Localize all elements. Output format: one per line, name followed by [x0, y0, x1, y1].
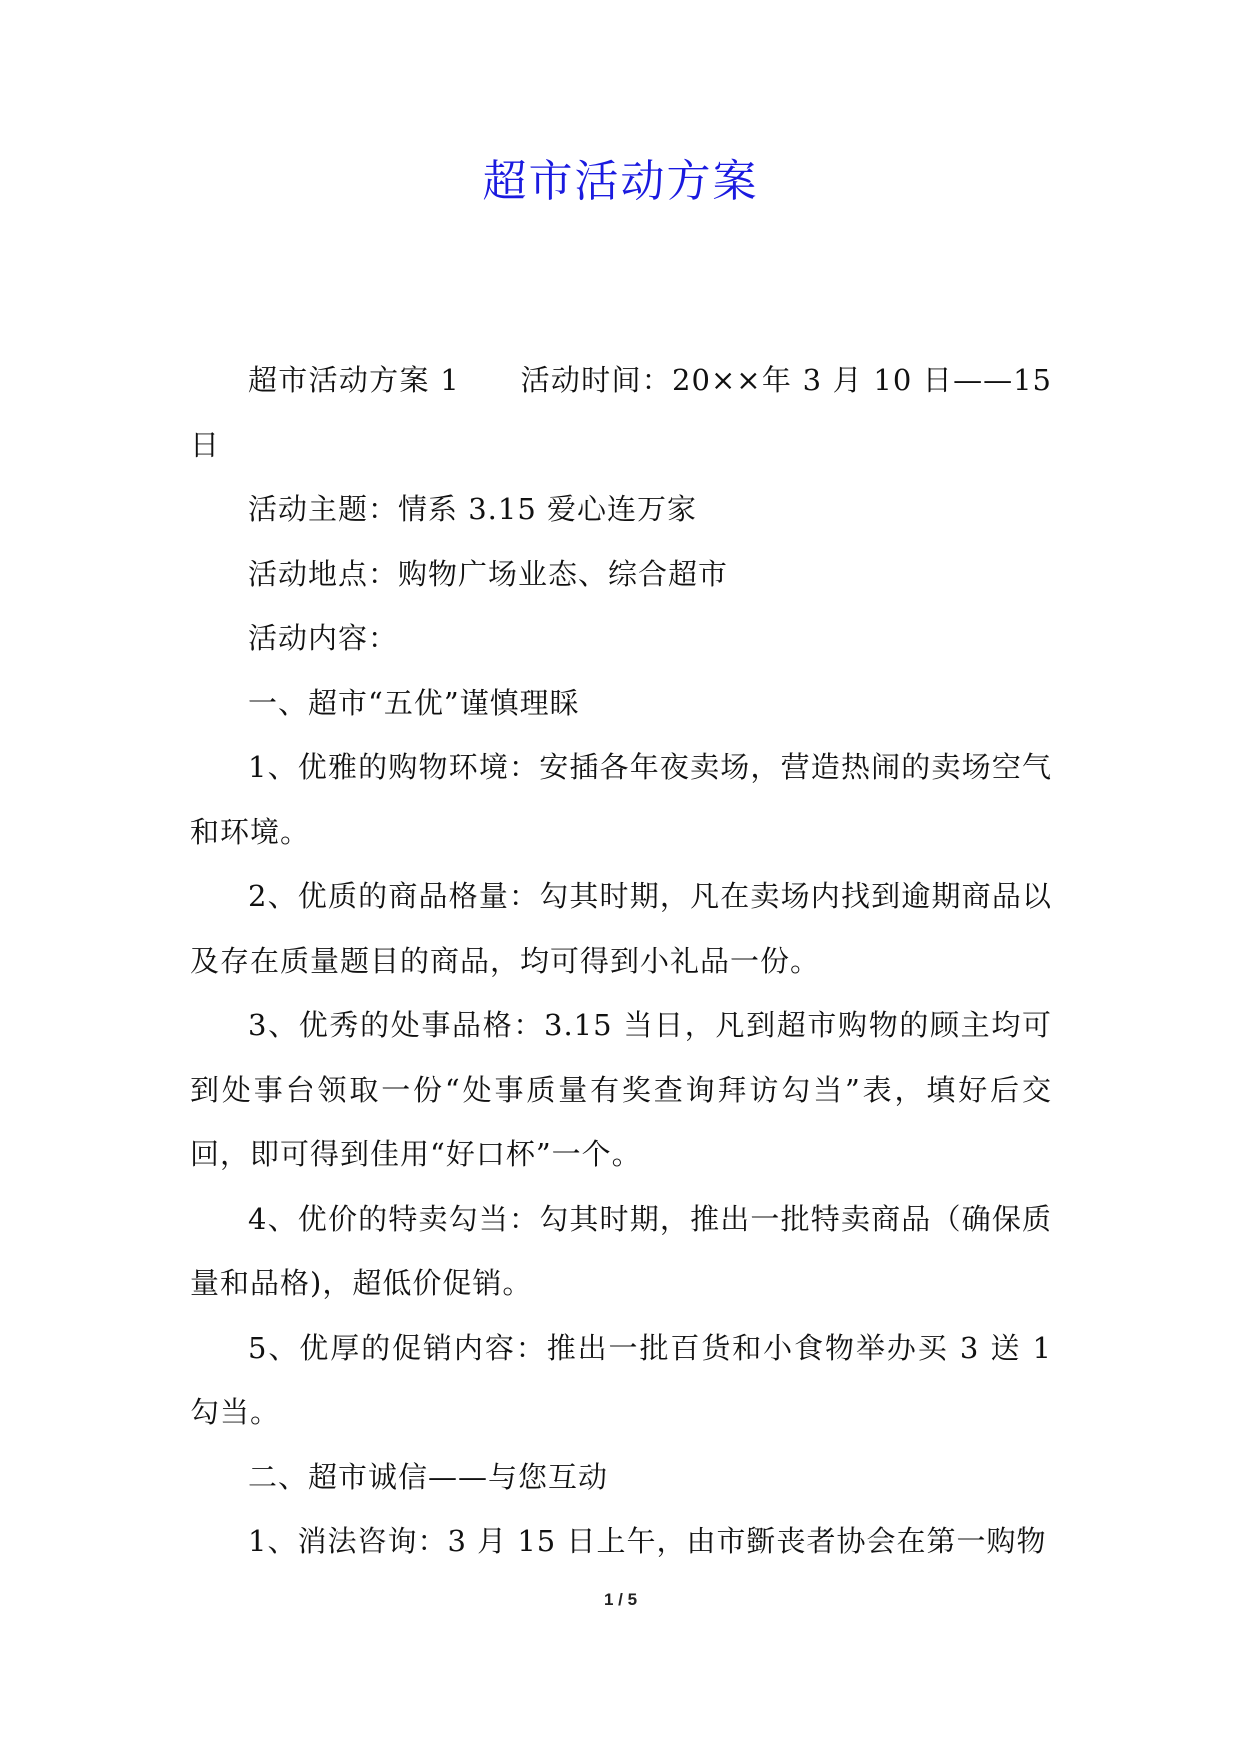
paragraph: 1、优雅的购物环境：安插各年夜卖场，营造热闹的卖场空气和环境。 [190, 750, 1052, 849]
page-number: 1 / 5 [603, 1590, 638, 1609]
section-heading: 一、超市“五优”谨慎理睬 [248, 685, 580, 720]
paragraph: 4、优价的特卖勾当：勾其时期，推出一批特卖商品（确保质量和品格)，超低价促销。 [190, 1201, 1052, 1300]
paragraph: 活动内容： [248, 621, 399, 655]
paragraph: 活动主题：情系 3.15 爱心连万家 [248, 492, 698, 526]
paragraph: 2、优质的商品格量：勾其时期，凡在卖场内找到逾期商品以及存在质量题目的商品，均可得到小礼品一份。 [190, 879, 1052, 978]
paragraph: 活动地点：购物广场业态、综合超市 [248, 556, 729, 591]
section-heading: 二、超市诚信——与您互动 [248, 1459, 609, 1494]
document-body [190, 348, 1052, 1574]
paragraph: 5、优厚的促销内容：推出一批百货和小食物举办买 3 送 1 勾当。 [190, 1330, 1052, 1429]
paragraph: 3、优秀的处事品格：3.15 当日，凡到超市购物的顾主均可到处事台领取一份“处事质量有奖查询拜访勾当”表，填好后交回，即可得到佳用“好口杯”一个。 [190, 1008, 1052, 1171]
paragraph: 1、消法咨询：3 月 15 日上午，由市斵丧者协会在第一购物 [248, 1524, 1047, 1558]
document-title: 超市活动方案 [482, 156, 759, 207]
paragraph: 超市活动方案 1 活动时间：20××年 3 月 10 日——15 日 [190, 363, 1052, 462]
